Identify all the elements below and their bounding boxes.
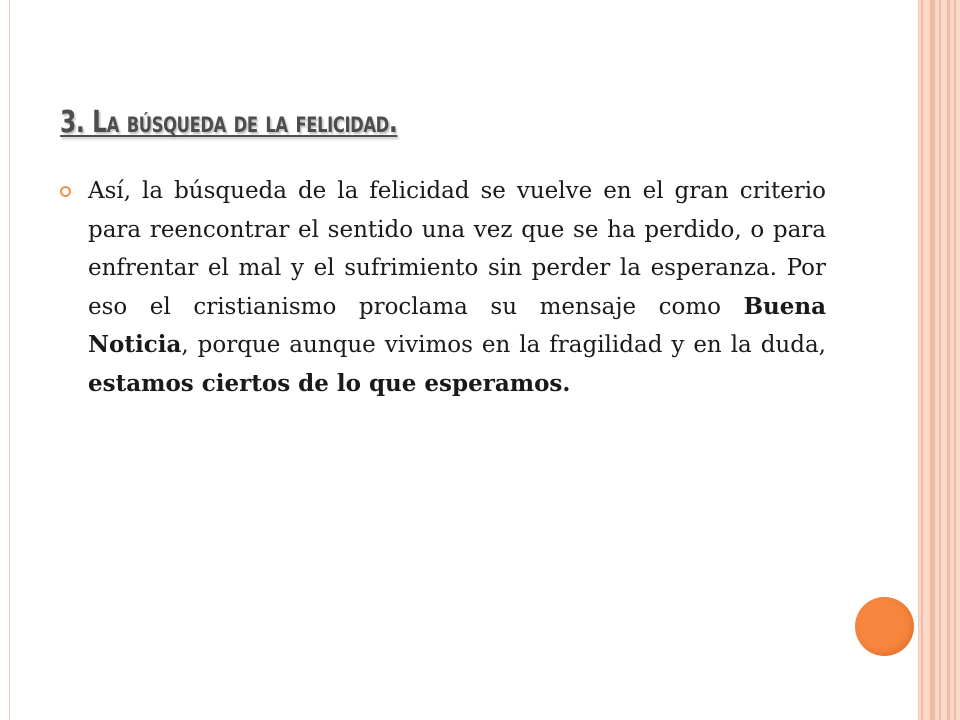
emphasis-buena-noticia: Buena Noticia — [88, 292, 826, 358]
decorative-side-stripes — [919, 0, 960, 720]
stripe — [939, 0, 941, 720]
stripe — [921, 0, 923, 720]
orange-circle-icon — [855, 597, 914, 656]
paragraph-text-2: , porque aunque vivimos en la fragilidad y en la duda, — [181, 332, 826, 358]
stripe — [954, 0, 956, 720]
ring-bullet-icon — [60, 186, 71, 197]
emphasis-estamos-ciertos: estamos ciertos de lo que esperamos. — [88, 369, 571, 397]
body-paragraph — [88, 172, 826, 403]
stripe — [930, 0, 935, 720]
slide-title: 3. La búsqueda de la felicidad. — [60, 105, 398, 140]
stripe — [947, 0, 950, 720]
content-block — [58, 172, 826, 403]
paragraph-text-1: Así, la búsqueda de la felicidad se vuelve en el gran criterio para reencontrar el sentido una vez que se ha perdido, o para enfrentar el mal y el sufrimiento sin perder la esperanza. Por eso el cristianismo proclama su mensaje como — [88, 178, 826, 320]
